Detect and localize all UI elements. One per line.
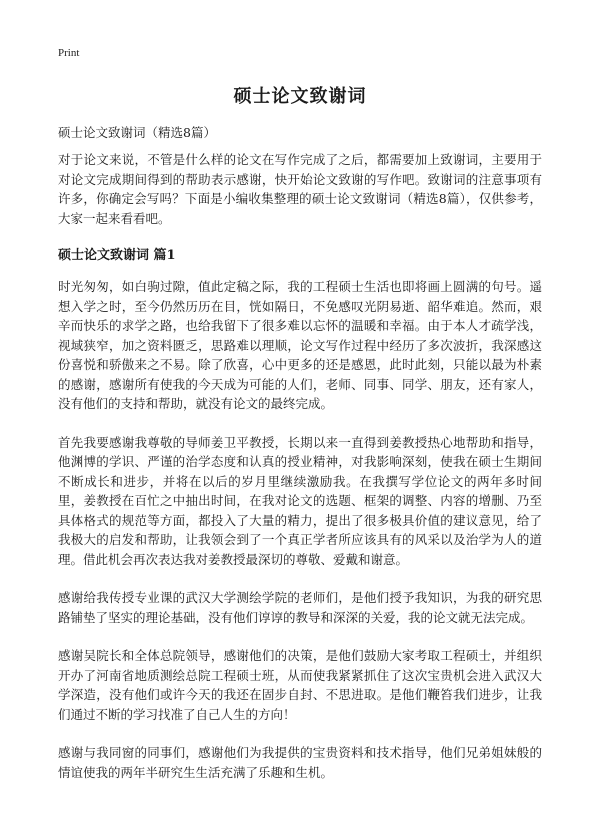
document-subtitle: 硕士论文致谢词（精选8篇） xyxy=(58,125,216,140)
body-paragraph: 感谢给我传授专业课的武汉大学测绘学院的老师们，是他们授予我知识，为我的研究思路铺垫了坚实的理论基础，没有他们谆谆的教导和深深的关爱，我的论文就无法完成。 xyxy=(58,590,542,625)
body-paragraph: 感谢吴院长和全体总院领导，感谢他们的决策，是他们鼓励大家考取工程硕士，并组织开办了河南省地质测绘总院工程硕士班，从而使我紧紧抓住了这次宝贵机会进入武汉大学深造，没有他们或许今天的我还在固步自封、不思进取。是他们鞭笞我们进步，让我们通过不断的学习找准了自己人生的方向！ xyxy=(58,648,542,722)
body-paragraph: 时光匆匆，如白驹过隙，值此定稿之际，我的工程硕士生活也即将画上圆满的句号。遥想入学之时，至今仍然历历在目，恍如隔日，不免感叹光阴易逝、韶华难追。然而，艰辛而快乐的求学之路，也给我留下了很多难以忘怀的温暖和幸福。由于本人才疏学浅，视域狭窄，加之资料匮乏，思路难以理顺，论文写作过程中经历了多次波折，我深感这份喜悦和骄傲来之不易。除了欣喜，心中更多的还是感恩，此时此刻，只能以最为朴素的感谢，感谢所有使我的今天成为可能的人们，老师、同事、同学、朋友，还有家人，没有他们的支持和帮助，就没有论文的最终完成。 xyxy=(58,279,542,411)
print-link[interactable]: Print xyxy=(58,47,80,59)
intro-paragraph: 对于论文来说，不管是什么样的论文在写作完成了之后，都需要加上致谢词，主要用于对论文完成期间得到的帮助表示感谢，快开始论文致谢的写作吧。致谢词的注意事项有许多，你确定会写吗？下面是小编收集整理的硕士论文致谢词（精选8篇），仅供参考，大家一起来看看吧。 xyxy=(58,152,542,226)
body-paragraph: 感谢与我同窗的同事们，感谢他们为我提供的宝贵资料和技术指导，他们兄弟姐妹般的情谊使我的两年半研究生生活充满了乐趣和生机。 xyxy=(58,745,542,780)
document-body xyxy=(58,150,542,801)
page-title: 硕士论文致谢词 xyxy=(233,86,367,107)
section-heading: 硕士论文致谢词 篇1 xyxy=(58,248,176,263)
body-paragraph: 首先我要感谢我尊敬的导师姜卫平教授，长期以来一直得到姜教授热心地帮助和指导，他渊博的学识、严谨的治学态度和认真的授业精神，对我影响深刻，使我在硕士生期间不断成长和进步，并将在以后的岁月里继续激励我。在我撰写学位论文的两年多时间里，姜教授在百忙之中抽出时间，在我对论文的选题、框架的调整、内容的增删、乃至具体格式的规范等方面，都投入了大量的精力，提出了很多极具价值的建议意见，给了我极大的启发和帮助，让我领会到了一个真正学者所应该具有的风采以及治学为人的道理。借此机会再次表达我对姜教授最深切的尊敬、爱戴和谢意。 xyxy=(58,434,542,567)
